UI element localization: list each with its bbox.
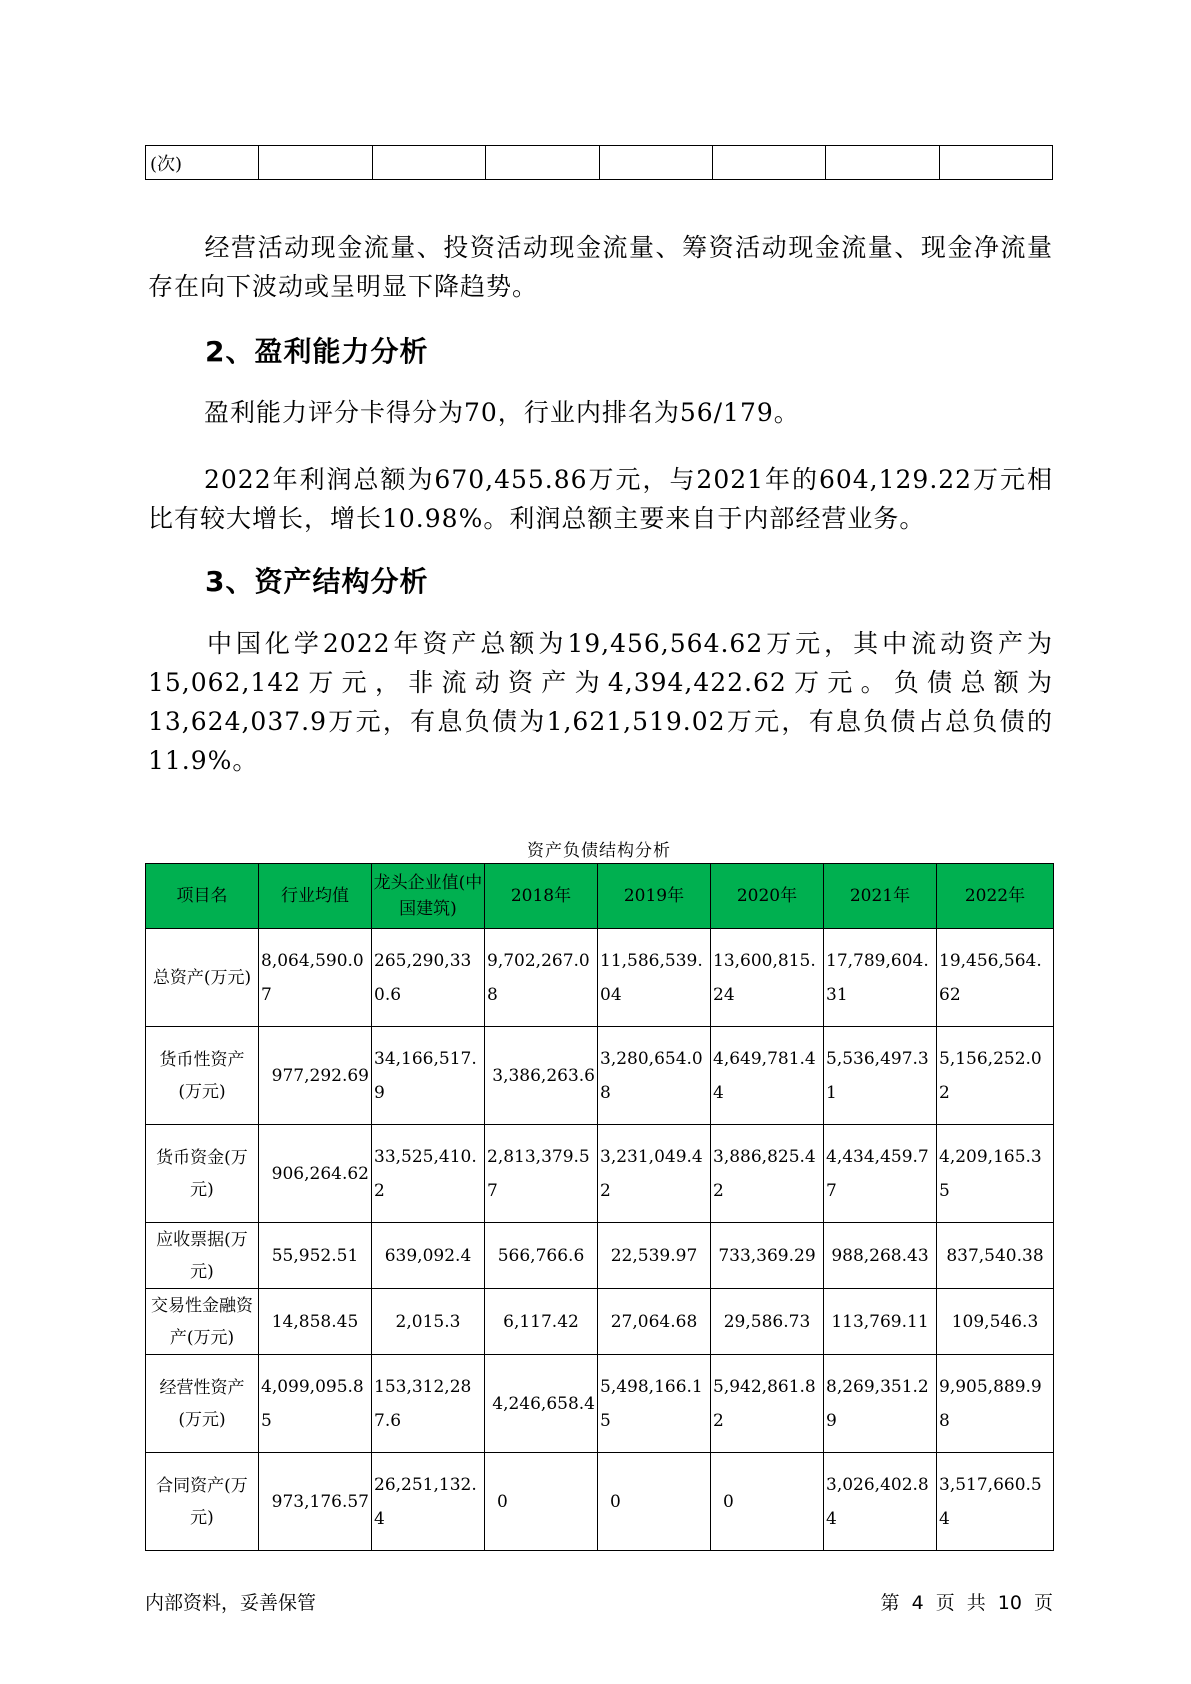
table-cell: 27,064.68 [598,1289,711,1355]
table-row [146,1027,1054,1125]
table-cell [939,146,1052,180]
table-row [146,1223,1054,1289]
table-cell: 22,539.97 [598,1223,711,1289]
header-2018: 2018年 [485,864,598,929]
table-cell: 33,525,410.2 [372,1125,485,1223]
table-cell: 9,702,267.08 [485,929,598,1027]
table-cell: 973,176.57 [259,1453,372,1551]
table-cell: 11,586,539.04 [598,929,711,1027]
table-cell: 9,905,889.98 [937,1355,1054,1453]
table-cell: 0 [598,1453,711,1551]
table-cell: 3,386,263.6 [485,1027,598,1125]
header-2021: 2021年 [824,864,937,929]
table-cell: 113,769.11 [824,1289,937,1355]
profit-total-paragraph: 2022年利润总额为670,455.86万元，与2021年的604,129.22万元相比有较大增长，增长10.98%。利润总额主要来自于内部经营业务。 [148,465,1053,533]
cashflow-paragraph: 经营活动现金流量、投资活动现金流量、筹资活动现金流量、现金净流量存在向下波动或呈明显下降趋势。 [148,233,1053,301]
table-cell: 5,498,166.15 [598,1355,711,1453]
table-cell: 17,789,604.31 [824,929,937,1027]
table-cell: 988,268.43 [824,1223,937,1289]
table-cell: 566,766.6 [485,1223,598,1289]
table-cell: 4,246,658.4 [485,1355,598,1453]
previous-table-fragment [145,145,1053,180]
asset-detail-paragraph: 中国化学2022年资产总额为19,456,564.62万元，其中流动资产为15,062,142万元，非流动资产为4,394,422.62万元。负债总额为13,624,037.9万元，有息负债为1,621,519.02万元，有息负债占总负债的11.9%。 [148,629,1053,775]
table-caption: 资产负债结构分析 [527,841,671,861]
table-row [146,1453,1054,1551]
table-cell: 3,026,402.84 [824,1453,937,1551]
table-cell [486,146,599,180]
table-cell: 2,015.3 [372,1289,485,1355]
table-cell: 977,292.69 [259,1027,372,1125]
row-label: 合同资产(万元) [146,1453,259,1551]
table-cell: 3,280,654.08 [598,1027,711,1125]
table-cell: 906,264.62 [259,1125,372,1223]
table-cell: 4,209,165.35 [937,1125,1054,1223]
table-cell: 26,251,132.4 [372,1453,485,1551]
table-cell: 3,886,825.42 [711,1125,824,1223]
table-row [146,929,1054,1027]
row-label: 应收票据(万元) [146,1223,259,1289]
table-cell: 265,290,330.6 [372,929,485,1027]
table-cell: 0 [485,1453,598,1551]
table-cell: 29,586.73 [711,1289,824,1355]
table-row [146,146,1053,180]
table-cell [259,146,372,180]
table-cell: 5,156,252.02 [937,1027,1054,1125]
header-2022: 2022年 [937,864,1054,929]
table-row [146,1125,1054,1223]
table-cell [826,146,939,180]
table-cell [712,146,825,180]
header-industry-avg: 行业均值 [259,864,372,929]
table-cell: 3,517,660.54 [937,1453,1054,1551]
table-cell [372,146,485,180]
table-cell: 837,540.38 [937,1223,1054,1289]
table-cell: 0 [711,1453,824,1551]
table-cell: 8,269,351.29 [824,1355,937,1453]
asset-heading: 3、资产结构分析 [205,565,429,598]
row-label: 交易性金融资产(万元) [146,1289,259,1355]
table-cell: 639,092.4 [372,1223,485,1289]
row-label: 经营性资产(万元) [146,1355,259,1453]
table-cell: 109,546.3 [937,1289,1054,1355]
table-cell [599,146,712,180]
table-cell: 5,942,861.82 [711,1355,824,1453]
table-cell: 34,166,517.9 [372,1027,485,1125]
footer-confidential: 内部资料，妥善保管 [145,1592,317,1614]
profit-score-paragraph: 盈利能力评分卡得分为70，行业内排名为56/179。 [204,398,800,427]
table-cell: 153,312,287.6 [372,1355,485,1453]
row-label: 货币性资产(万元) [146,1027,259,1125]
row-label: 货币资金(万元) [146,1125,259,1223]
table-cell: 8,064,590.07 [259,929,372,1027]
header-2019: 2019年 [598,864,711,929]
row-label: 总资产(万元) [146,929,259,1027]
table-cell: 3,231,049.42 [598,1125,711,1223]
table-header-row [146,864,1054,929]
balance-sheet-table [145,863,1054,1551]
table-row [146,1355,1054,1453]
header-2020: 2020年 [711,864,824,929]
table-cell: 19,456,564.62 [937,929,1054,1027]
footer-page-number: 第 4 页 共 10 页 [880,1592,1053,1614]
table-cell: 2,813,379.57 [485,1125,598,1223]
table-cell: 55,952.51 [259,1223,372,1289]
table-cell: 13,600,815.24 [711,929,824,1027]
table-cell: 4,099,095.85 [259,1355,372,1453]
table-cell: 14,858.45 [259,1289,372,1355]
table-cell: 5,536,497.31 [824,1027,937,1125]
table-cell: 733,369.29 [711,1223,824,1289]
table-cell: (次) [146,146,259,180]
table-row [146,1289,1054,1355]
profit-heading: 2、盈利能力分析 [205,335,429,368]
header-item-name: 项目名 [146,864,259,929]
table-cell: 4,649,781.44 [711,1027,824,1125]
table-cell: 4,434,459.77 [824,1125,937,1223]
table-cell: 6,117.42 [485,1289,598,1355]
header-leader-value: 龙头企业值(中国建筑) [372,864,485,929]
